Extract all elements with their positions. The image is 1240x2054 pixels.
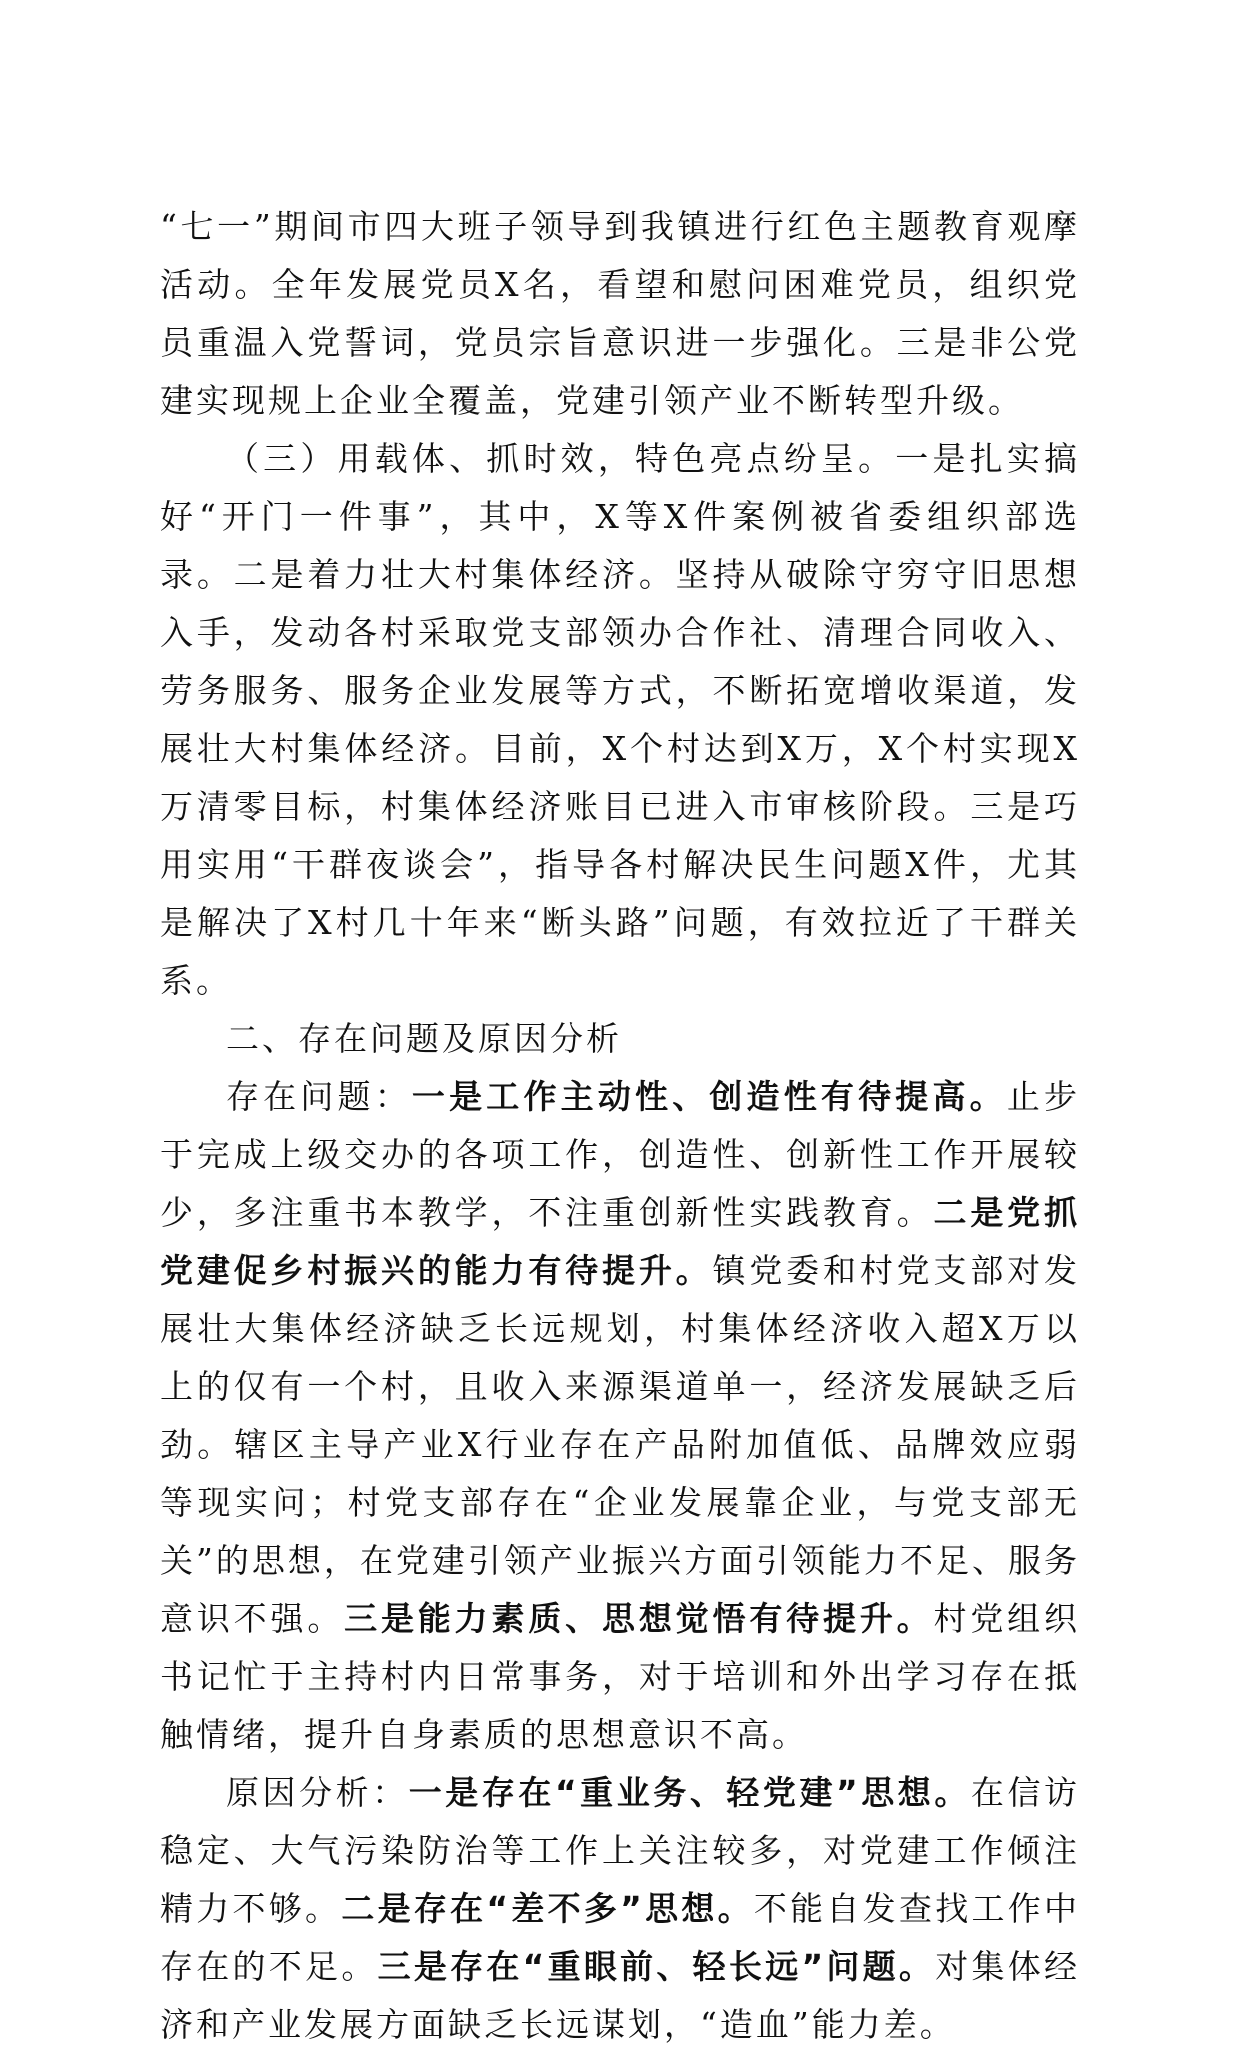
paragraph-text: “七一”期间市四大班子领导到我镇进行红色主题教育观摩活动。全年发展党员X名，看望和慰问困难党员，组织党员重温入党誓词，党员宗旨意识进一步强化。三是非公党建实现规上企业全覆盖，党建引领产业不断转型升级。 bbox=[160, 207, 1080, 420]
cause-1-title: 一是存在“重业务、轻党建”思想。 bbox=[408, 1773, 971, 1812]
problem-1-text: 止步于完成上级交办的各项工作，创造性、创新性工作开展较少，多注重书本教学，不注重创新性实践教育。 bbox=[160, 1077, 1081, 1232]
problem-2-title: 二是党抓党建促乡村振兴的能力有待提升。 bbox=[160, 1193, 1081, 1290]
paragraph-highlights bbox=[160, 430, 1080, 1010]
cause-3-title: 三是存在“重眼前、轻长远”问题。 bbox=[377, 1947, 936, 1986]
paragraph-party-members bbox=[160, 198, 1080, 430]
problems-label: 存在问题： bbox=[226, 1077, 412, 1116]
problem-2-text: 镇党委和村党支部对发展壮大集体经济缺乏长远规划，村集体经济收入超X万以上的仅有一个村，且收入来源渠道单一，经济发展缺乏后劲。辖区主导产业X行业存在产品附加值低、品牌效应弱等现实问；村党支部存在“企业发展靠企业，与党支部无关”的思想，在党建引领产业振兴方面引领能力不足、服务意识不强。 bbox=[160, 1251, 1081, 1638]
section-lead: （三）用载体、抓时效，特色亮点纷呈。 bbox=[226, 439, 896, 478]
causes-label: 原因分析： bbox=[226, 1773, 409, 1812]
cause-3-text: 对集体经济和产业发展方面缺乏长远谋划，“造血”能力差。 bbox=[160, 1947, 1080, 2044]
cause-2-title: 二是存在“差不多”思想。 bbox=[341, 1889, 754, 1928]
paragraph-problems bbox=[160, 1068, 1080, 1764]
cause-1-text: 在信访稳定、大气污染防治等工作上关注较多，对党建工作倾注精力不够。 bbox=[160, 1773, 1081, 1928]
paragraph-causes bbox=[160, 1764, 1080, 2054]
problem-1-title: 一是工作主动性、创造性有待提高。 bbox=[411, 1077, 1007, 1116]
problem-3-title: 三是能力素质、思想觉悟有待提升。 bbox=[344, 1599, 934, 1638]
paragraph-text: 一是扎实搞好“开门一件事”，其中，X等X件案例被省委组织部选录。二是着力壮大村集体经济。坚持从破除守穷守旧思想入手，发动各村采取党支部领办合作社、清理合同收入、劳务服务、服务企业发展等方式，不断拓宽增收渠道，发展壮大村集体经济。目前，X个村达到X万，X个村实现X万清零目标，村集体经济账目已进入市审核阶段。三是巧用实用“干群夜谈会”，指导各村解决民生问题X件，尤其是解决了X村几十年来“断头路”问题，有效拉近了干群关系。 bbox=[160, 439, 1081, 1000]
problem-3-text: 村党组织书记忙于主持村内日常事务，对于培训和外出学习存在抵触情绪，提升自身素质的思想意识不高。 bbox=[160, 1599, 1081, 1754]
cause-2-text: 不能自发查找工作中存在的不足。 bbox=[160, 1889, 1081, 1986]
section-heading: 二、存在问题及原因分析 bbox=[226, 1019, 622, 1058]
